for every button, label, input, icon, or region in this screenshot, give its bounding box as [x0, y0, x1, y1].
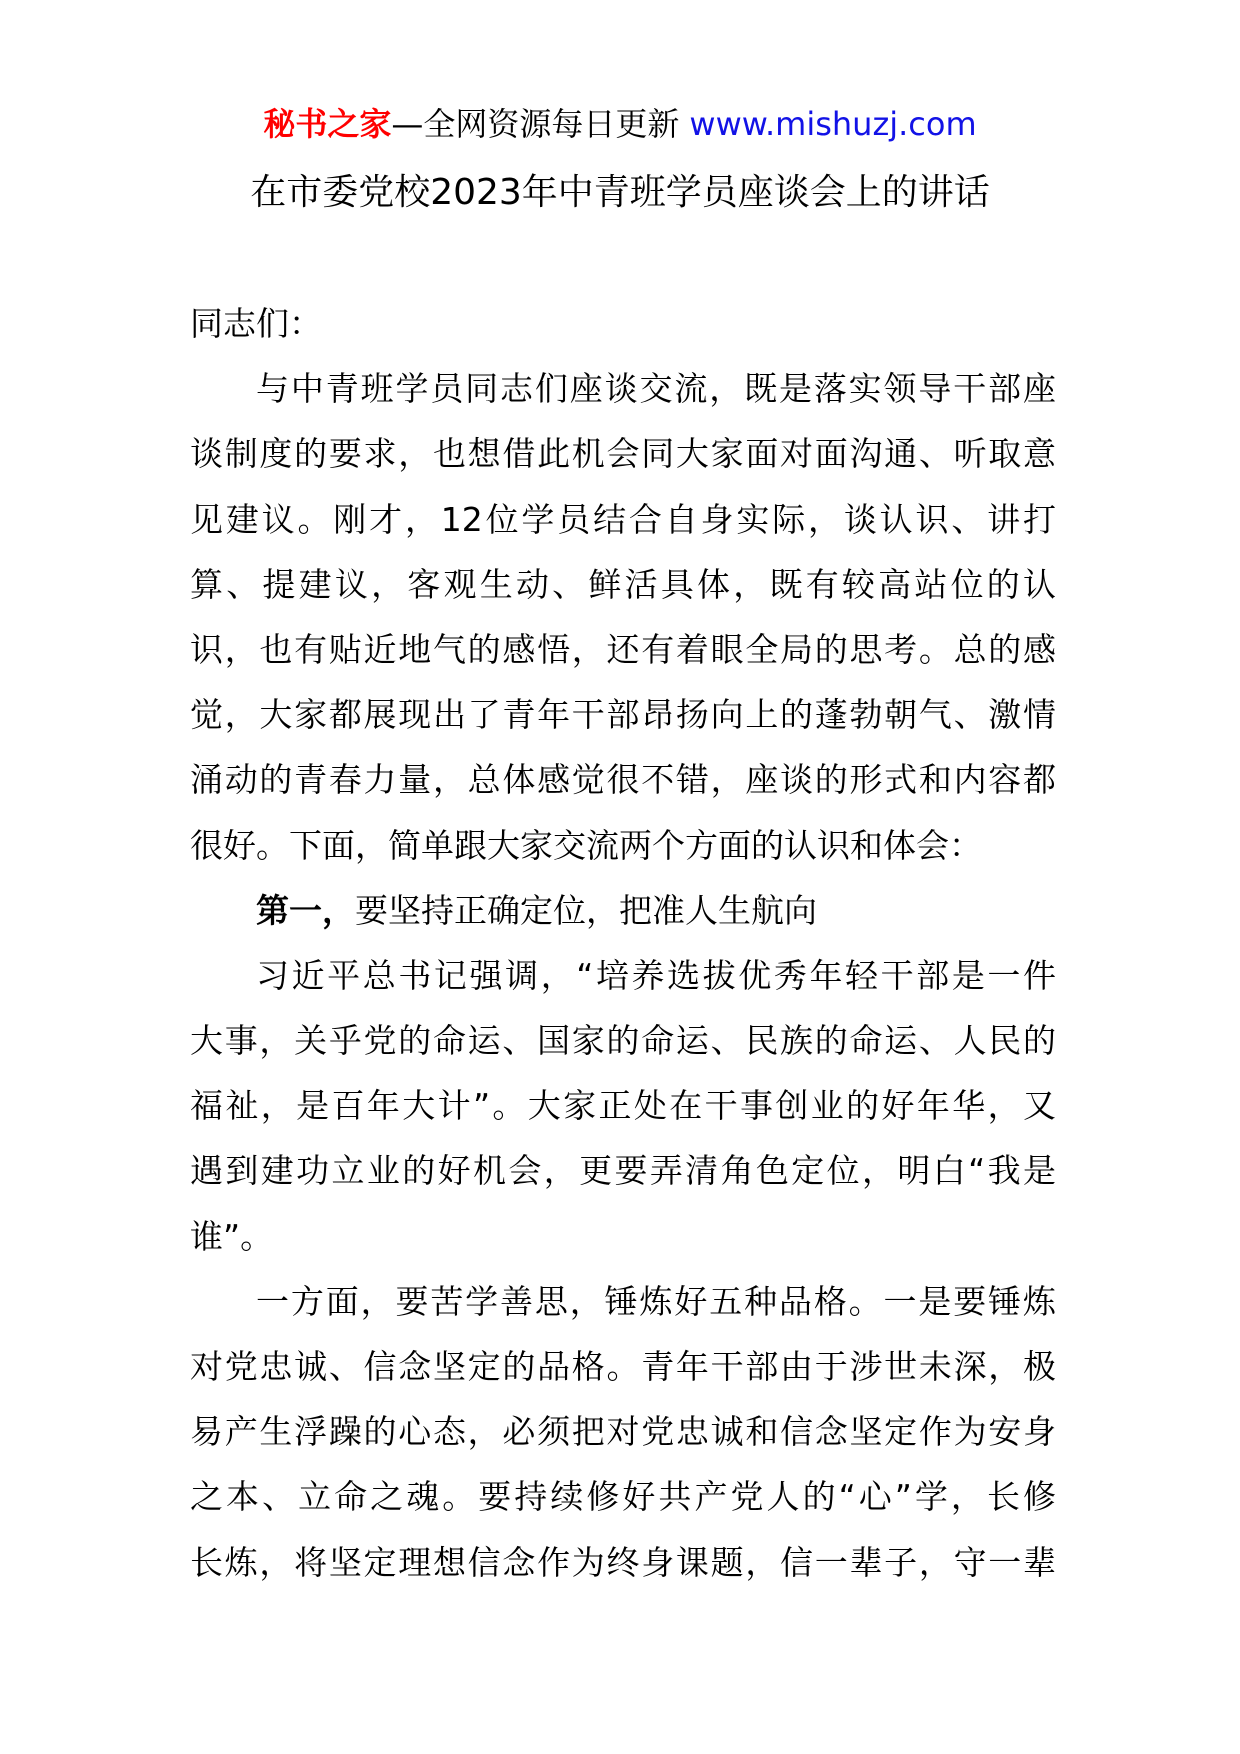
- paragraph-line: 大事，关乎党的命运、国家的命运、民族的命运、人民的: [190, 1021, 1056, 1061]
- site-banner: [0, 102, 1240, 146]
- section-heading-text: 要坚持正确定位，把准人生航向: [355, 890, 817, 930]
- paragraph-line: 识，也有贴近地气的感悟，还有着眼全局的思考。总的感: [190, 629, 1056, 669]
- paragraph-line: 对党忠诚、信念坚定的品格。青年干部由于涉世未深，极: [190, 1347, 1056, 1386]
- paragraph-line: 觉，大家都展现出了青年干部昂扬向上的蓬勃朝气、激情: [190, 695, 1056, 735]
- section-heading: [190, 878, 1056, 943]
- paragraph-line: 见建议。刚才，12位学员结合自身实际，谈认识、讲打: [190, 499, 1056, 539]
- paragraph-line: 谈制度的要求，也想借此机会同大家面对面沟通、听取意: [190, 434, 1056, 474]
- document-body: [190, 291, 1056, 1595]
- paragraph-line: 福祉，是百年大计”。大家正处在干事创业的好年华，又: [190, 1086, 1056, 1126]
- paragraph-2: [190, 943, 1056, 1269]
- section-heading-lead: 第一，: [256, 890, 355, 930]
- salutation: 同志们：: [190, 304, 322, 343]
- paragraph-1: [190, 356, 1056, 878]
- paragraph-line: 之本、立命之魂。要持续修好共产党人的“心”学，长修: [190, 1477, 1056, 1517]
- paragraph-line: 习近平总书记强调，“培养选拔优秀年轻干部是一件: [256, 955, 1056, 995]
- paragraph-line: 与中青班学员同志们座谈交流，既是落实领导干部座: [256, 369, 1056, 409]
- paragraph-line: 很好。下面，简单跟大家交流两个方面的认识和体会：: [190, 825, 982, 865]
- document-title: 在市委党校2023年中青班学员座谈会上的讲话: [250, 172, 990, 213]
- paragraph-line: 遇到建功立业的好机会，更要弄清角色定位，明白“我是: [190, 1151, 1056, 1191]
- paragraph-line: 算、提建议，客观生动、鲜活具体，既有较高站位的认: [190, 564, 1056, 604]
- paragraph-line: 涌动的青春力量，总体感觉很不错，座谈的形式和内容都: [190, 760, 1056, 800]
- paragraph-line: 谁”。: [190, 1216, 274, 1256]
- banner-tagline: —全网资源每日更新: [391, 105, 680, 143]
- paragraph-3: [190, 1269, 1056, 1595]
- brand-name: 秘书之家: [263, 105, 392, 143]
- paragraph-line: 一方面，要苦学善思，锤炼好五种品格。一是要锤炼: [256, 1281, 1056, 1321]
- site-url: www.mishuzj.com: [689, 105, 977, 143]
- paragraph-line: 长炼，将坚定理想信念作为终身课题，信一辈子，守一辈: [190, 1542, 1056, 1582]
- paragraph-line: 易产生浮躁的心态，必须把对党忠诚和信念坚定作为安身: [190, 1412, 1056, 1452]
